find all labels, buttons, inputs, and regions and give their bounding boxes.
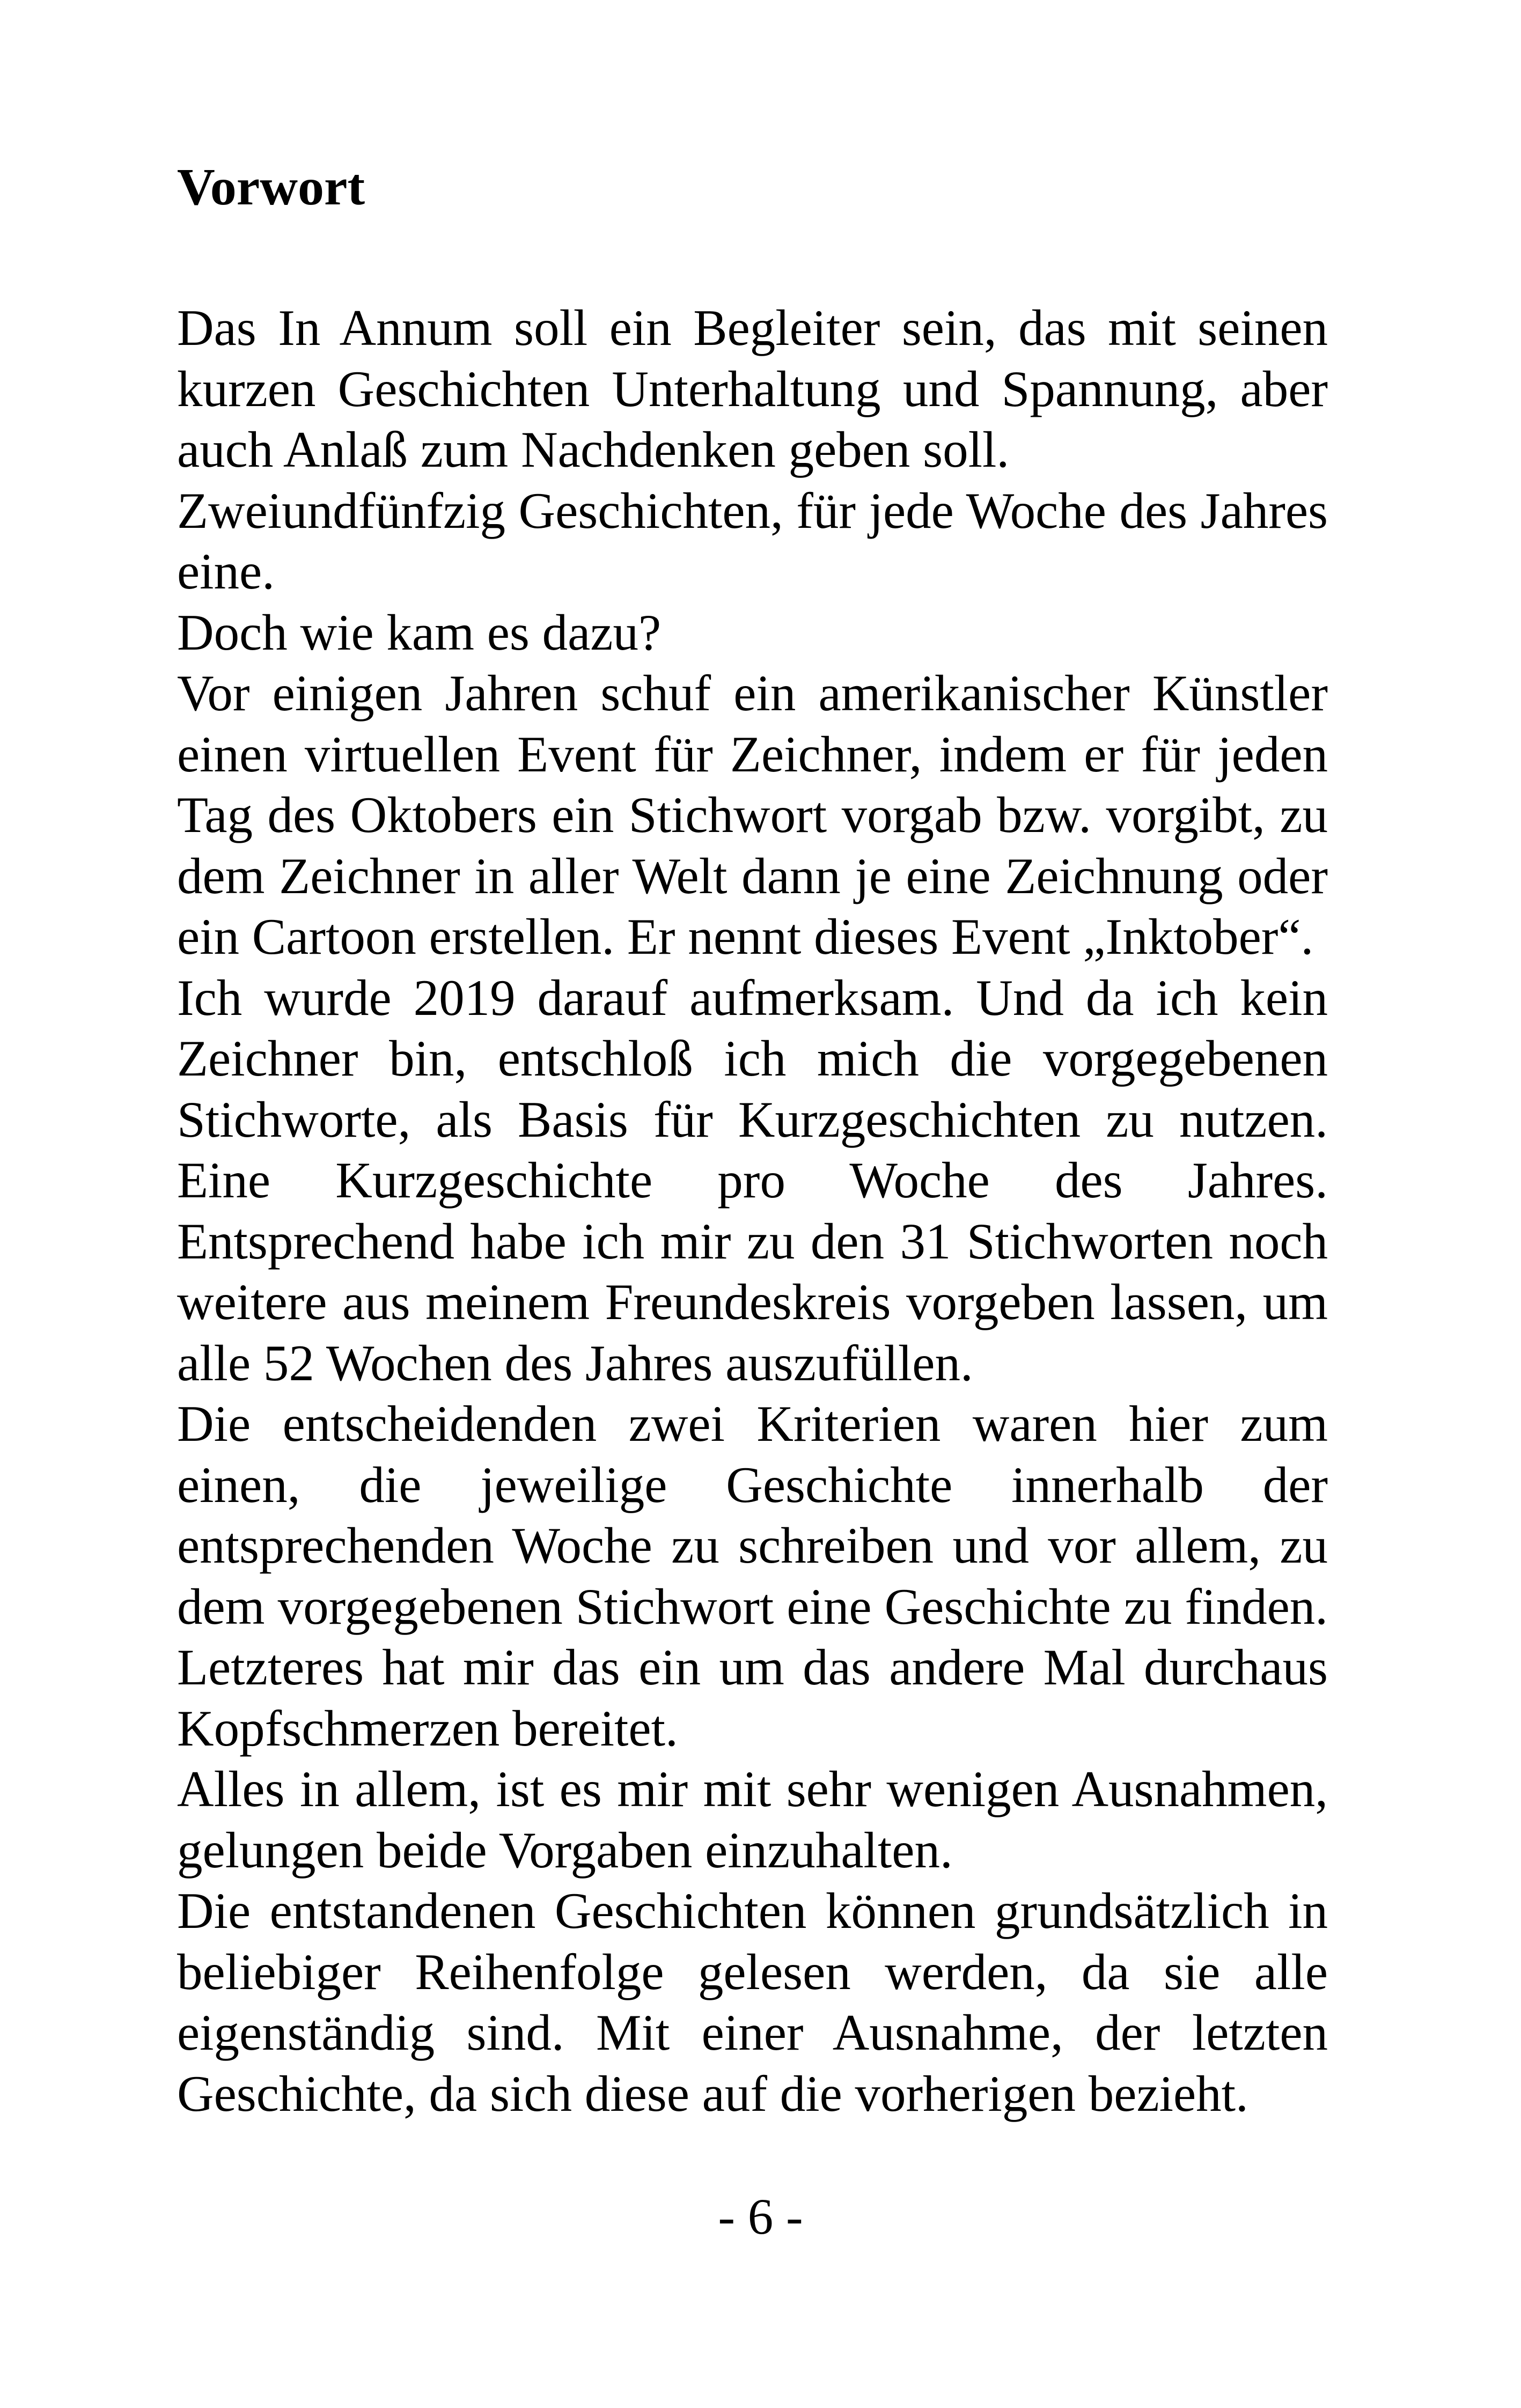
paragraph: Die entstandenen Geschichten können grundsätzlich in beliebiger Reihenfolge gelesen werden, da sie alle eigenständig sind. Mit einer Ausnahme, der letzten Geschichte, da sich diese auf die vorherigen bezieht. — [177, 1882, 1328, 2122]
body-text — [177, 298, 1328, 2124]
paragraph: Doch wie kam es dazu? — [177, 603, 662, 661]
paragraph: Alles in allem, ist es mir mit sehr wenigen Ausnahmen, gelungen beide Vorgaben einzuhalten. — [177, 1761, 1328, 1879]
page-number: - 6 - — [718, 2188, 803, 2245]
paragraph: Die entscheidenden zwei Kriterien waren hier zum einen, die jeweilige Geschichte innerhalb der entsprechenden Woche zu schreiben und vor allem, zu dem vorgegebenen Stichwort eine Geschichte zu finden. Letzteres hat mir das ein um das andere Mal durchaus Kopfschmerzen bereitet. — [177, 1395, 1328, 1757]
section-heading: Vorwort — [177, 158, 365, 216]
paragraph: Ich wurde 2019 darauf aufmerksam. Und da ich kein Zeichner bin, entschloß ich mich die vorgegebenen Stichworte, als Basis für Kurzgeschichten zu nutzen. Eine Kurzgeschichte pro Woche des Jahres. Entsprechend habe ich mir zu den 31 Stichworten noch weitere aus meinem Freundeskreis vorgeben lassen, um alle 52 Wochen des Jahres auszufüllen. — [177, 969, 1328, 1391]
paragraph: Das In Annum soll ein Begleiter sein, das mit seinen kurzen Geschichten Unterhaltung und Spannung, aber auch Anlaß zum Nachdenken geben soll. — [177, 299, 1328, 478]
paragraph: Zweiundfünfzig Geschichten, für jede Woche des Jahres eine. — [177, 482, 1328, 600]
paragraph: Vor einigen Jahren schuf ein amerikanischer Künstler einen virtuellen Event für Zeichner, indem er für jeden Tag des Oktobers ein Stichwort vorgab bzw. vorgibt, zu dem Zeichner in aller Welt dann je eine Zeichnung oder ein Cartoon erstellen. Er nennt dieses Event „Inktober“. — [177, 665, 1328, 965]
